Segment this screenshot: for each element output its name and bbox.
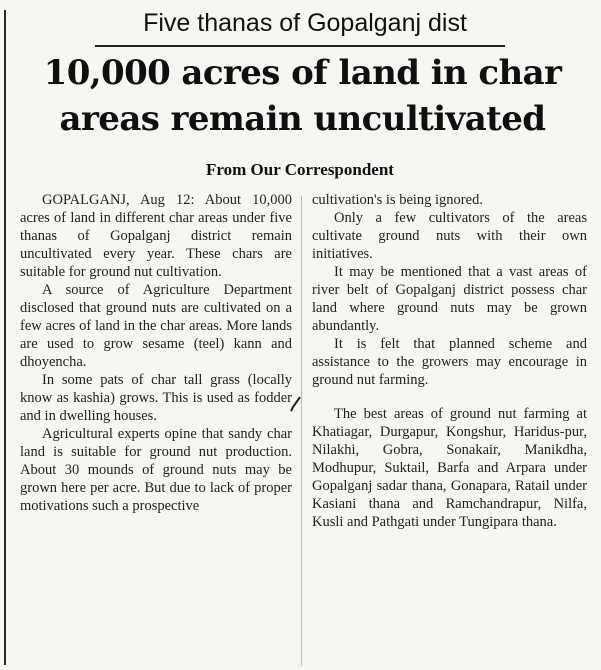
article-paragraph: The best areas of ground nut farming at Khatiagar, Durgapur, Kongshur, Haridus-pur, Nilakhi, Gobra, Sonakair, Manikdha, Modhupur, Suktail, Barfa and Arpara under Gopalganj sadar thana, Gonapara, Ratail under Kasiani thana and Ramchandrapur, Nilfa, Kusli and Pathgati under Tungipara thana.: [312, 406, 587, 530]
kicker-headline: Five thanas of Gopalganj dist: [143, 9, 467, 37]
clipping-edge-line: [4, 10, 6, 665]
article-column-left: [20, 191, 292, 515]
kicker-underline: [95, 45, 505, 47]
article-paragraph: It is felt that planned scheme and assistance to the growers may encourage in ground nut farming.: [312, 336, 587, 388]
article-paragraph: Agricultural experts opine that sandy char land is suitable for ground nut production. About 30 mounds of ground nuts may be grown here per acre. But due to lack of proper motivations such a prospective: [20, 426, 292, 514]
article-paragraph: cultivation's is being ignored.: [312, 192, 483, 208]
byline: From Our Correspondent: [206, 160, 394, 179]
article-paragraph: A source of Agriculture Department disclosed that ground nuts are cultivated on a few acres of land in the char areas. More lands are used to grow sesame (teel) kann and dhoyencha.: [20, 282, 292, 370]
article-paragraph: Only a few cultivators of the areas cultivate ground nuts with their own initiatives.: [312, 210, 587, 262]
article-paragraph: In some pats of char tall grass (locally know as kashia) grows. This is used as fodder and in dwelling houses.: [20, 372, 292, 424]
ink-mark-icon: [288, 395, 302, 413]
article-paragraph: It may be mentioned that a vast areas of river belt of Gopalganj district possess char land where ground nuts may be grown abundantly.: [312, 264, 587, 334]
article-column-right: [312, 191, 587, 531]
column-divider: [301, 196, 302, 666]
main-headline: 10,000 acres of land in char areas remain uncultivated: [43, 53, 562, 139]
article-paragraph: GOPALGANJ, Aug 12: About 10,000 acres of land in different char areas under five thanas of Gopalganj district remain uncultivated every year. These chars are suitable for ground nut cultivation.: [20, 192, 292, 280]
